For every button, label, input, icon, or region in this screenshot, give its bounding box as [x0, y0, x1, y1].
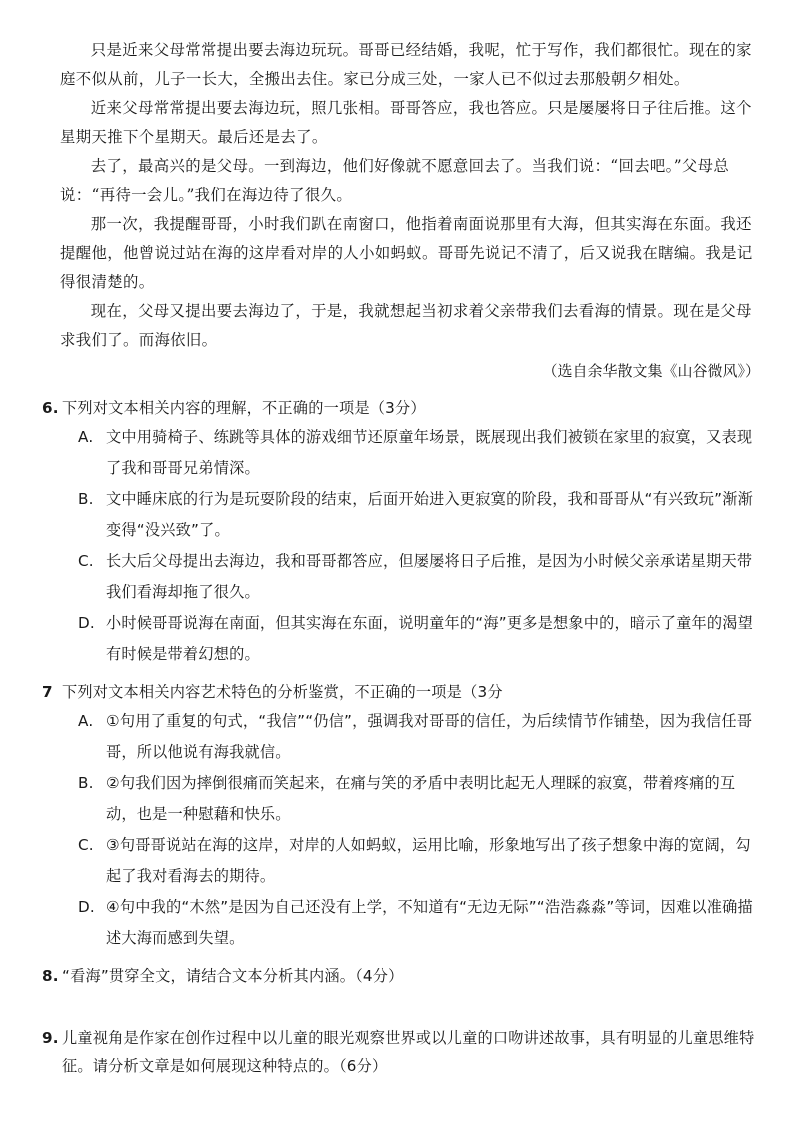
question-6-text: 下列对文本相关内容的理解，不正确的一项是（3分）: [62, 399, 426, 417]
questions-section: [42, 394, 760, 1080]
option-text: 文中睡床底的行为是玩耍阶段的结束，后面开始进入更寂寞的阶段，我和哥哥从“有兴致玩”渐渐变得“没兴致”了。: [106, 490, 754, 539]
option-text: 小时候哥哥说海在南面，但其实海在东面，说明童年的“海”更多是想象中的，暗示了童年的渴望有时候是带着幻想的。: [106, 614, 754, 663]
option-text: 长大后父母提出去海边，我和哥哥都答应，但屡屡将日子后推，是因为小时候父亲承诺星期天带我们看海却拖了很久。: [106, 552, 753, 601]
question-8-stem: [42, 962, 760, 990]
question-7-option-b: [78, 768, 760, 830]
question-9-text: 儿童视角是作家在创作过程中以儿童的眼光观察世界或以儿童的口吻讲述故事，具有明显的儿童思维特征。请分析文章是如何展现这种特点的。（6分）: [62, 1029, 755, 1075]
option-text: 文中用骑椅子、练跳等具体的游戏细节还原童年场景，既展现出我们被锁在家里的寂寞，又表现了我和哥哥兄弟情深。: [106, 428, 753, 477]
question-7-option-c: [78, 830, 760, 892]
passage-paragraph-2: 近来父母常常提出要去海边玩，照几张相。哥哥答应，我也答应。只是屡屡将日子往后推。这个星期天推下个星期天。最后还是去了。: [60, 99, 752, 146]
passage-source: （选自余华散文集《山谷微风》）: [542, 362, 760, 380]
option-text: ①句用了重复的句式，“我信”“仍信”，强调我对哥哥的信任，为后续情节作铺垫，因为我信任哥哥，所以他说有海我就信。: [106, 712, 753, 761]
question-7-option-a: [78, 706, 760, 768]
question-9: [42, 1024, 760, 1080]
question-7: [42, 678, 760, 954]
question-8-text: “看海”贯穿全文，请结合文本分析其内涵。（4分）: [62, 967, 404, 985]
option-text: ②句我们因为摔倒很痛而笑起来，在痛与笑的矛盾中表明比起无人理睬的寂寞，带着疼痛的互动，也是一种慰藉和快乐。: [106, 774, 736, 823]
option-text: ④句中我的“木然”是因为自己还没有上学，不知道有“无边无际”“浩浩淼淼”等词，因难以准确描述大海而感到失望。: [106, 898, 753, 947]
passage-paragraph-1: 只是近来父母常常提出要去海边玩玩。哥哥已经结婚，我呢，忙于写作，我们都很忙。现在的家庭不似从前，儿子一长大，全搬出去住。家已分成三处，一家人已不似过去那般朝夕相处。: [60, 41, 752, 88]
question-9-number: 9.: [42, 1029, 59, 1047]
question-7-number: 7: [42, 683, 53, 701]
option-letter: B.: [78, 490, 94, 508]
option-letter: B.: [78, 774, 94, 792]
question-6-option-b: [78, 484, 760, 546]
question-6-option-c: [78, 546, 760, 608]
reading-passage: [60, 36, 760, 355]
passage-paragraph-3: 去了，最高兴的是父母。一到海边，他们好像就不愿意回去了。当我们说：“回去吧。”父母总说：“再待一会儿。”我们在海边待了很久。: [60, 157, 730, 204]
option-letter: A.: [78, 712, 94, 730]
option-letter: A.: [78, 428, 94, 446]
question-6-option-d: [78, 608, 760, 670]
option-letter: C.: [78, 552, 94, 570]
question-6-stem: [42, 394, 760, 422]
question-6-option-a: [78, 422, 760, 484]
question-8: [42, 962, 760, 990]
option-text: ③句哥哥说站在海的这岸，对岸的人如蚂蚁，运用比喻，形象地写出了孩子想象中海的宽阔，勾起了我对看海去的期待。: [106, 836, 751, 885]
option-letter: D.: [78, 898, 95, 916]
option-letter: D.: [78, 614, 95, 632]
passage-paragraph-4: 那一次，我提醒哥哥，小时我们趴在南窗口，他指着南面说那里有大海，但其实海在东面。我还提醒他，他曾说过站在海的这岸看对岸的人小如蚂蚁。哥哥先说记不清了，后又说我在瞎编。我是记得很清楚的。: [60, 215, 753, 291]
passage-paragraph-5: 现在，父母又提出要去海边了，于是，我就想起当初求着父亲带我们去看海的情景。现在是父母求我们了。而海依旧。: [60, 302, 752, 349]
question-7-stem: [42, 678, 760, 706]
question-6: [42, 394, 760, 670]
option-letter: C.: [78, 836, 94, 854]
question-8-number: 8.: [42, 967, 59, 985]
question-7-option-d: [78, 892, 760, 954]
question-9-stem: [42, 1024, 760, 1080]
question-6-number: 6.: [42, 399, 59, 417]
question-7-text: 下列对文本相关内容艺术特色的分析鉴赏，不正确的一项是（3分: [62, 683, 503, 701]
